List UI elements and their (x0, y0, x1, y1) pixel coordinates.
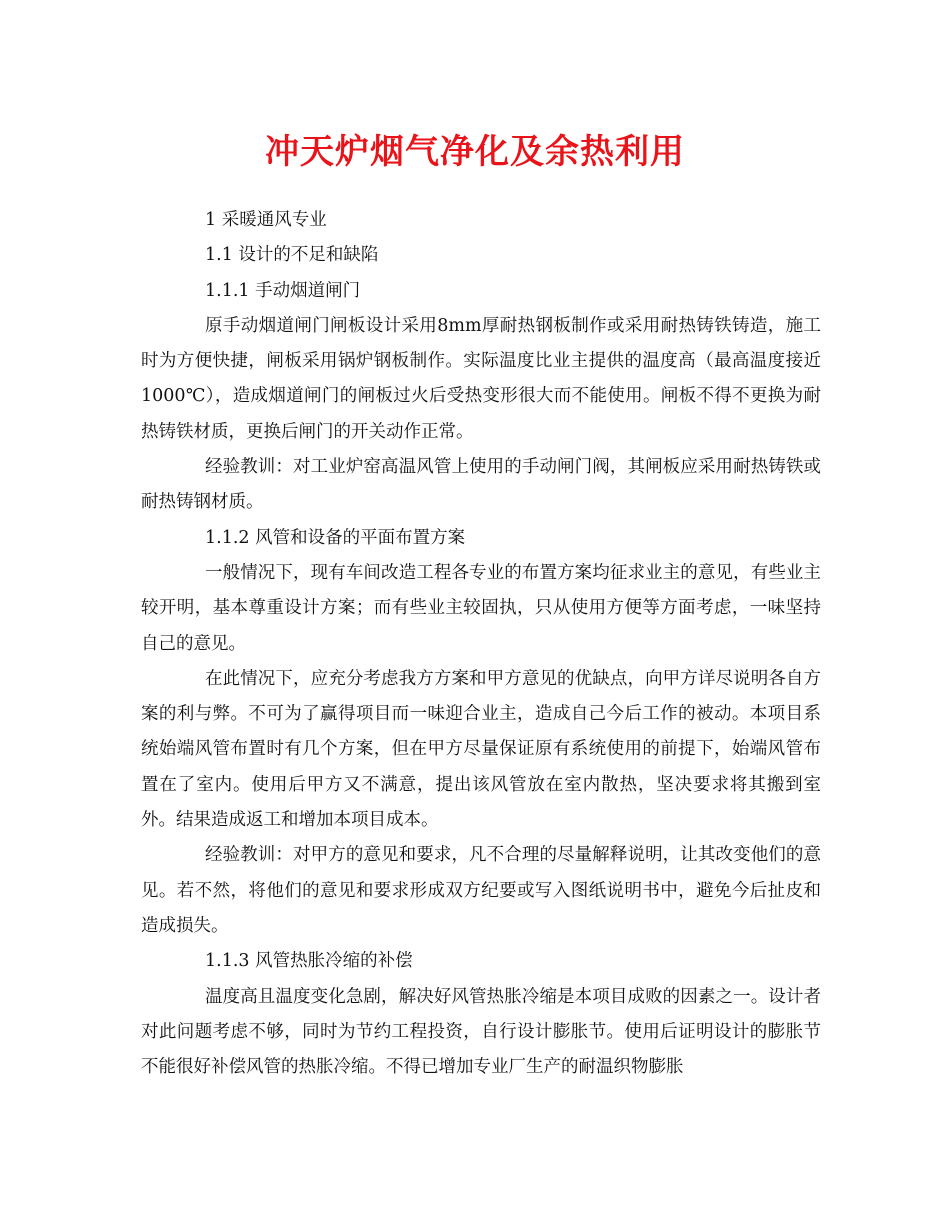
paragraph: 原手动烟道闸门闸板设计采用8mm厚耐热钢板制作或采用耐热铸铁铸造，施工时为方便快捷，闸板采用锅炉钢板制作。实际温度比业主提供的温度高（最高温度接近1000℃），造成烟道闸门的闸板过火后受热变形很大而不能使用。闸板不得不更换为耐热铸铁材质，更换后闸门的开关动作正常。 (141, 315, 821, 442)
paragraph: 经验教训：对甲方的意见和要求，凡不合理的尽量解释说明，让其改变他们的意见。若不然，将他们的意见和要求形成双方纪要或写入图纸说明书中，避免今后扯皮和造成损失。 (141, 845, 821, 936)
paragraph: 温度高且温度变化急剧，解决好风管热胀冷缩是本项目成败的因素之一。设计者对此问题考虑不够，同时为节约工程投资，自行设计膨胀节。使用后证明设计的膨胀节不能很好补偿风管的热胀冷缩。不得已增加专业厂生产的耐温织物膨胀 (141, 986, 821, 1078)
document-body (141, 203, 821, 1085)
paragraph: 在此情况下，应充分考虑我方方案和甲方意见的优缺点，向甲方详尽说明各自方案的利与弊。不可为了赢得项目而一味迎合业主，造成自己今后工作的被动。本项目系统始端风管布置时有几个方案，但在甲方尽量保证原有系统使用的前提下，始端风管布置在了室内。使用后甲方又不满意，提出该风管放在室内散热，坚决要求将其搬到室外。结果造成返工和增加本项目成本。 (141, 668, 821, 831)
page-title: 冲天炉烟气净化及余热利用 (265, 132, 685, 172)
subsection-heading: 1.1.2 风管和设备的平面布置方案 (205, 527, 466, 548)
paragraph: 经验教训：对工业炉窑高温风管上使用的手动闸门阀，其闸板应采用耐热铸铁或耐热铸钢材质。 (141, 457, 821, 513)
section-heading: 1 采暖通风专业 (205, 210, 327, 230)
subsection-heading: 1.1.1 手动烟道闸门 (205, 280, 361, 301)
subsection-heading: 1.1 设计的不足和缺陷 (205, 245, 379, 266)
paragraph: 一般情况下，现有车间改造工程各专业的布置方案均征求业主的意见，有些业主较开明，基本尊重设计方案；而有些业主较固执，只从使用方便等方面考虑，一味坚持自己的意见。 (141, 562, 821, 654)
subsection-heading: 1.1.3 风管热胀冷缩的补偿 (205, 951, 413, 972)
